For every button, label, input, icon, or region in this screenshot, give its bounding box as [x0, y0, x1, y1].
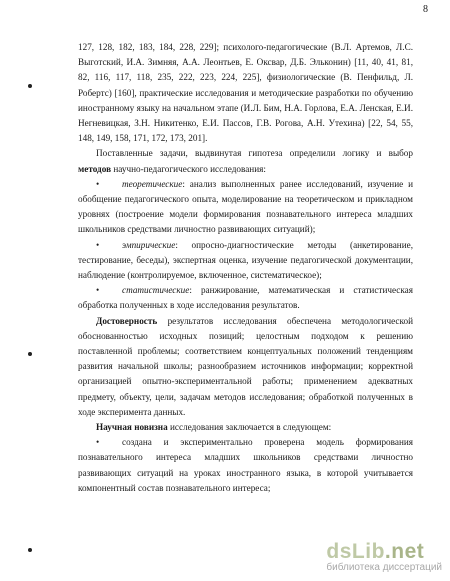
list-term: теоретические: [122, 178, 183, 189]
bullet-icon: •: [96, 285, 100, 296]
margin-dot-mark: [28, 84, 32, 88]
margin-dot-mark: [28, 548, 32, 552]
bullet-icon: •: [96, 178, 100, 189]
paragraph-methods-intro: [78, 146, 413, 176]
reliability-text: результатов исследования обеспечена методологической обоснованностью исходных позиций; целостным подходом к решению поставленной проблемы; соответствием концептуальных положений тенденциям развития начальной школы; разнообразием источников информации; корректной организацией опытно-экспериментальной работы; применением адекватных предмету, объекту, цели, задачам методов исследования; обработкой полученных в ходе эксперимента данных.: [78, 315, 413, 417]
list-text: : ранжирование, математическая и статистическая обработка полученных в ходе исследования результатов.: [78, 285, 413, 311]
novelty-term: Научная новизна: [96, 422, 168, 433]
reliability-term: Достоверность: [96, 315, 158, 326]
list-item-statistical: [78, 283, 413, 313]
list-item-theoretical: [78, 177, 413, 238]
methods-intro-end: научно-педагогического исследования:: [113, 163, 266, 174]
paragraph-sources: 127, 128, 182, 183, 184, 228, 229]; психолого-педагогические (В.Л. Артемов, Л.С. Выготский, И.А. Зимняя, А.А. Леонтьев, Е. Оксвар, Д.Б. Эльконин) [11, 40, 41, 81, 82, 116, 117, 118, 235, 222, 223, 224, 225], физиологические (В. Пенфильд, Л. Робертс) [160], практические исследования и методические разработки по обучению иностранному языку на начальном этапе (И.Л. Бим, Н.А. Горлова, Е.А. Ленская, Е.И. Негневицкая, З.Н. Никитенко, Е.И. Пассов, Г.В. Рогова, А.Н. Утехина) [22, 54, 55, 148, 149, 158, 171, 172, 173, 201].: [78, 42, 413, 144]
document-body: [78, 40, 413, 496]
list-term: эмпирические: [122, 239, 176, 250]
list-text: : опросно-диагностические методы (анкетирование, тестирование, беседы), экспертная оценка, изучение педагогической документации, наблюдение (контролируемое, включенное, систематическое);: [78, 239, 413, 281]
list-item-novelty: [78, 435, 413, 496]
list-term: статистические: [122, 285, 190, 296]
paragraph-reliability: [78, 314, 413, 420]
watermark-logo-a: dsLib: [326, 540, 385, 563]
novelty-text: исследования заключается в следующем:: [167, 422, 332, 433]
list-text: создана и экспериментально проверена модель формирования познавательного интереса младших школьников средствами личностно развивающих ситуаций на уроках иностранного языка, в которой учитывается компонентный состав познавательного интереса;: [78, 437, 413, 493]
watermark-logo: [326, 540, 442, 564]
margin-dot-mark: [28, 352, 32, 356]
methods-term: методов: [78, 163, 112, 174]
list-text: : анализ выполненных ранее исследований, изучение и обобщение педагогического опыта, моделирование на теоретическом и прикладном уровнях (построение модели формирования познавательного интереса младших школьников средствами личностно развивающих ситуаций);: [78, 178, 413, 235]
methods-intro-start: Поставленные задачи, выдвинутая гипотеза определили логику и выбор: [96, 148, 413, 159]
watermark-subtitle: библиотека диссертаций: [326, 562, 442, 573]
bullet-icon: •: [96, 239, 100, 250]
list-item-empirical: [78, 238, 413, 284]
page-number: 8: [423, 4, 428, 15]
watermark-logo-b: .net: [384, 540, 425, 563]
watermark: [326, 540, 442, 573]
paragraph-novelty: [78, 420, 413, 435]
bullet-icon: •: [96, 437, 100, 448]
